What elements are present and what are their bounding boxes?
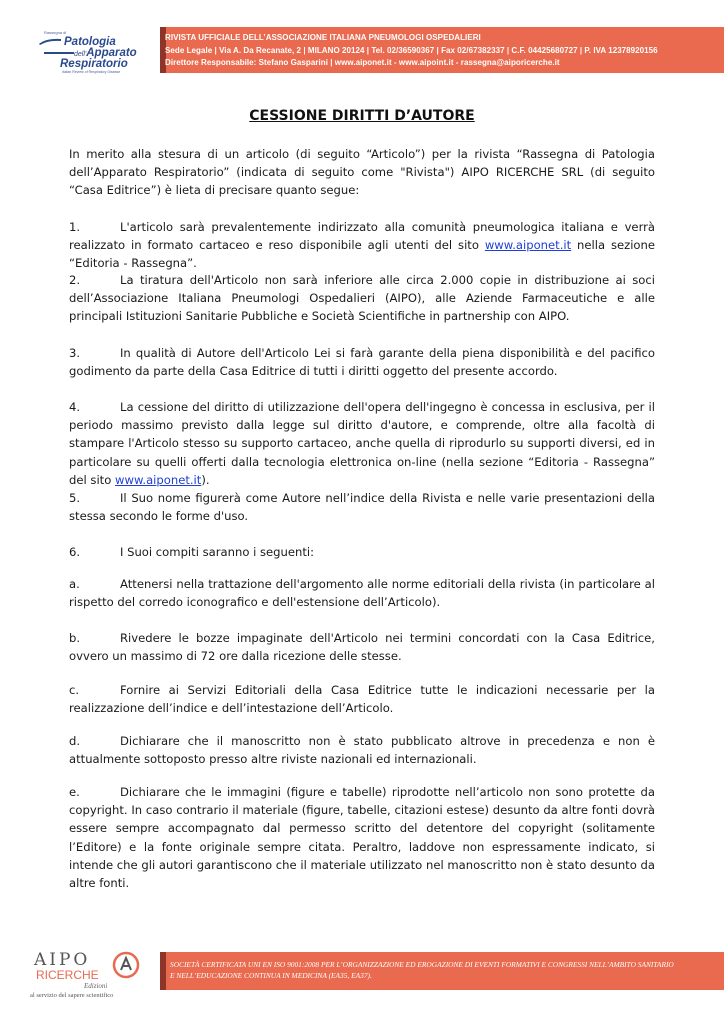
document-title: CESSIONE DIRITTI D’AUTORE <box>249 108 475 124</box>
header-line-1: RIVISTA UFFICIALE DELL’ASSOCIAZIONE ITALIANA PNEUMOLOGI OSPEDALIERI <box>165 33 481 42</box>
clause-1 <box>69 218 655 273</box>
header-line-2: Sede Legale | Via A. Da Recanate, 2 | MILANO 20124 | Tel. 02/36590367 | Fax 02/67382337 | C.F. 04425680727 | P. IVA 12378920156 <box>165 45 658 55</box>
clause-text: Fornire ai Servizi Editoriali della Casa Editrice tutte le indicazioni necessarie per la realizzazione dell’indice e dell’intestazione dell’Articolo. <box>69 683 655 716</box>
clause-6 <box>69 543 655 561</box>
clause-c <box>69 681 655 717</box>
letterhead <box>0 0 724 86</box>
clause-text-after: nella sezione “Editoria - Rassegna”. <box>69 238 656 271</box>
logo-line-4: Italian Review of Respiratory Disease <box>62 70 121 74</box>
clause-4 <box>69 398 655 489</box>
footer <box>0 944 724 1024</box>
clause-marker: 6. <box>69 545 81 559</box>
aipo-ricerche-logo <box>30 946 148 1004</box>
clause-text: Il Suo nome figurerà come Autore nell’indice della Rivista e nelle varie presentazioni della stessa secondo le forme d'uso. <box>69 491 655 524</box>
logo-tagline: al servizio del sapere scientifico <box>30 992 114 999</box>
clause-text: Rivedere le bozze impaginate dell'Articolo nei termini concordati con la Casa Editrice, ovvero un massimo di 72 ore dalla ricezione delle stesse. <box>69 631 655 664</box>
clause-marker: 1. <box>69 220 81 234</box>
logo-line-2: dell'Apparato <box>74 47 137 59</box>
logo-line-1: Patologia <box>64 36 116 48</box>
clause-3 <box>69 344 655 380</box>
clause-text: In qualità di Autore dell'Articolo Lei si farà garante della piena disponibilità e del pacifico godimento da parte della Casa Editrice di tutti i diritti oggetto del presente accordo. <box>69 346 655 379</box>
clause-marker: 2. <box>69 273 81 287</box>
clause-marker: b. <box>69 631 81 645</box>
logo-edizioni-text: Edizioni <box>84 982 108 990</box>
clause-text: Dichiarare che il manoscritto non è stato pubblicato altrove in precedenza e non è attualmente sottoposto presso altre riviste nazionali ed internazionali. <box>69 734 655 767</box>
clause-5 <box>69 489 655 525</box>
clause-text: Attenersi nella trattazione dell'argomento alle norme editoriali della rivista (in particolare al rispetto del corredo iconografico e dell'estensione dell’Articolo). <box>69 577 655 610</box>
header-line-3: Direttore Responsabile: Stefano Gasparini | www.aiponet.it - www.aipoint.it - rassegna@aiporicerche.it <box>165 58 560 67</box>
logo-bar <box>44 52 74 54</box>
header-band-text <box>165 32 658 70</box>
logo-swoosh-icon <box>38 37 62 46</box>
clause-text: La cessione del diritto di utilizzazione dell'opera dell'ingegno è concessa in esclusiva, per il periodo massimo previsto dalla legge sul diritto d'autore, e comprende, oltre alla facoltà di stampare l'Articolo stesso su supporto cartaceo, anche quella di riprodurlo su supporti diversi, ed in particolare su quelli offerti dalla tecnologia elettronica on-line (nella sezione “Editoria - Rassegna” del sito <box>69 400 655 487</box>
aiponet-link[interactable]: www.aiponet.it <box>115 472 202 487</box>
header-band <box>160 27 724 73</box>
clause-marker: a. <box>69 577 80 591</box>
emblem-icon <box>112 950 140 980</box>
intro-paragraph: In merito alla stesura di un articolo (di seguito “Articolo”) per la rivista “Rassegna di Patologia dell’Apparato Respiratorio” (indicata di seguito come "Rivista") AIPO RICERCHE SRL (di seguito “Casa Editrice”) è lieta di precisare quanto segue: <box>69 147 655 198</box>
aiponet-link[interactable]: www.aiponet.it <box>484 238 572 253</box>
footer-line-1: SOCIETÀ CERTIFICATA UNI EN ISO 9001:2008 PER L’ORGANIZZAZIONE ED EROGAZIONE DI EVENTI FORMATIVI E CONGRESSI NELL’AMBITO SANITARIO <box>170 960 674 969</box>
clause-marker: 4. <box>69 400 81 414</box>
logo-aipo-text: AIPO <box>34 950 91 970</box>
logo-ricerche-text: RICERCHE <box>36 968 99 982</box>
clause-text: L'articolo sarà prevalentemente indirizzato alla comunità pneumologica italiana e verrà realizzato in formato cartaceo e reso disponibile agli utenti del sito <box>69 220 655 253</box>
clause-e <box>69 783 655 892</box>
clause-a <box>69 575 655 611</box>
footer-line-2: E NELL’EDUCAZIONE CONTINUA IN MEDICINA (EA35, EA37). <box>170 971 372 980</box>
logo-line-3: Respiratorio <box>60 58 128 70</box>
clause-marker: 5. <box>69 491 81 505</box>
clause-marker: d. <box>69 734 81 748</box>
journal-logo <box>38 30 158 74</box>
clause-text: I Suoi compiti saranno i seguenti: <box>120 545 315 559</box>
footer-ribbon <box>160 952 166 990</box>
clause-marker: 3. <box>69 346 81 360</box>
logo-small-text: Rassegna di <box>44 30 67 35</box>
clause-d <box>69 732 655 768</box>
clause-text: La tiratura dell'Articolo non sarà inferiore alle circa 2.000 copie in distribuzione ai soci dell’Associazione Italiana Pneumologi Ospedalieri (AIPO), alle Aziende Farmaceutiche e alle principali Istituzioni Sanitarie Pubbliche e Società Scientifiche in partnership con AIPO. <box>69 273 655 324</box>
clause-b <box>69 629 655 665</box>
footer-band <box>160 952 724 990</box>
clause-2 <box>69 271 655 326</box>
footer-band-text <box>170 959 674 981</box>
clause-text: Dichiarare che le immagini (figure e tabelle) riprodotte nell’articolo non sono protette da copyright. In caso contrario il materiale (figure, tabelle, citazioni estese) desunto da altre fonti dovrà essere sempre accompagnato dal permesso scritto del detentore del copyright (solitamente l’Editore) e la fonte originale sempre citata. Peraltro, laddove non espressamente indicato, si intende che gli autori garantiscono che il materiale utilizzato nel manoscritto non è stato desunto da altre fonti. <box>69 785 655 891</box>
clause-text-after: ). <box>201 472 210 487</box>
clause-marker: e. <box>69 785 80 799</box>
clause-marker: c. <box>69 683 80 697</box>
